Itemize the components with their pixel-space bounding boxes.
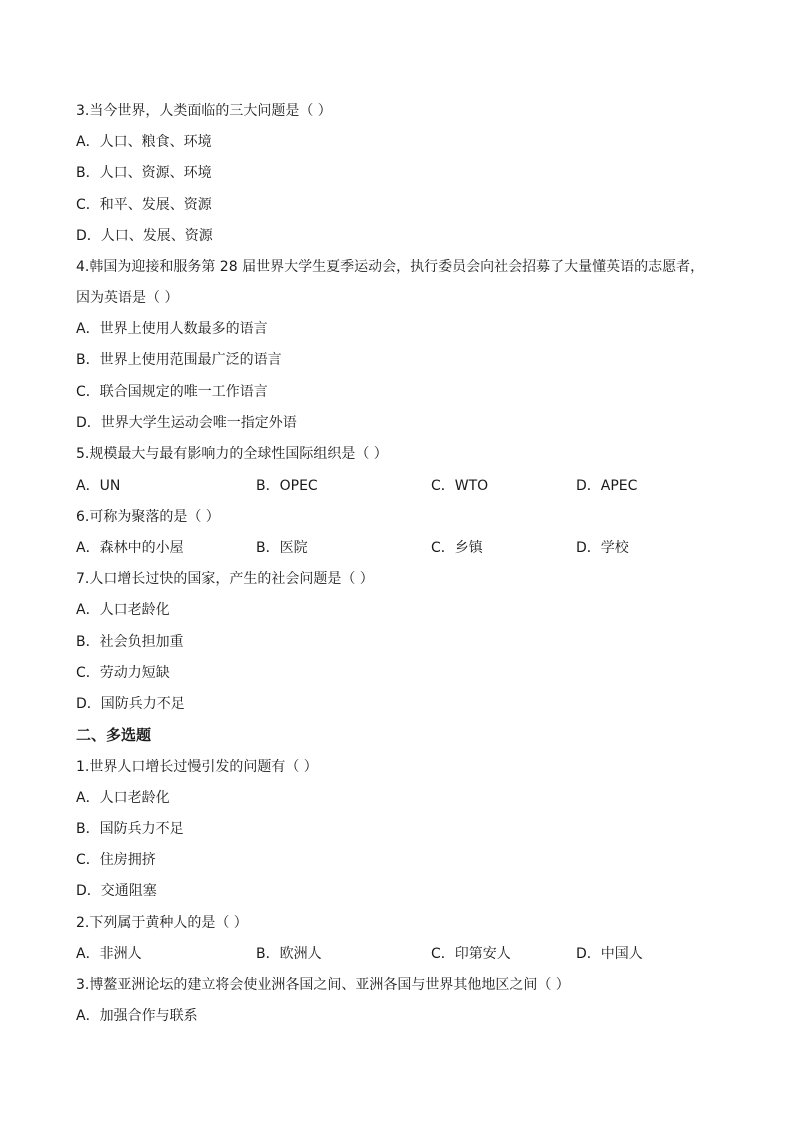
question-6-option-c: C．乡镇 <box>431 540 483 556</box>
multi-question-3-stem: 3.博鳌亚洲论坛的建立将会使业洲各国之间、亚洲各国与世界其他地区之间（ ） <box>76 977 570 993</box>
question-7-option-b: B．社会负担加重 <box>76 634 184 650</box>
multi-question-2-option-c: C．印第安人 <box>431 946 511 962</box>
multi-question-2-option-a: A．非洲人 <box>76 946 142 962</box>
multi-question-2-stem: 2.下列属于黄种人的是（ ） <box>76 915 248 931</box>
question-6-option-d: D．学校 <box>576 540 629 556</box>
question-6-options <box>76 538 756 558</box>
question-5-option-b: B．OPEC <box>256 478 318 494</box>
multi-question-1-option-c: C．住房拥挤 <box>76 852 156 868</box>
multi-question-2-option-b: B．欧洲人 <box>256 946 322 962</box>
question-6-option-a: A．森林中的小屋 <box>76 540 184 556</box>
multi-question-1-option-a: A．人口老龄化 <box>76 790 170 806</box>
question-3-option-c: C．和平、发展、资源 <box>76 197 212 213</box>
multi-question-2-option-d: D．中国人 <box>576 946 643 962</box>
question-7-option-c: C．劳动力短缺 <box>76 665 170 681</box>
question-4-option-d: D．世界大学生运动会唯一指定外语 <box>76 415 297 431</box>
question-3-option-a: A．人口、粮食、环境 <box>76 134 212 150</box>
question-5-option-d: D．APEC <box>576 478 638 494</box>
multi-question-1-option-d: D．交通阻塞 <box>76 883 157 899</box>
question-3-option-b: B．人口、资源、环境 <box>76 165 212 181</box>
question-4-option-a: A．世界上使用人数最多的语言 <box>76 321 268 337</box>
question-5-options <box>76 476 756 496</box>
multi-question-3-option-a: A．加强合作与联系 <box>76 1008 198 1024</box>
question-7-option-a: A．人口老龄化 <box>76 602 170 618</box>
question-6-stem: 6.可称为聚落的是（ ） <box>76 509 220 525</box>
multi-question-2-options <box>76 944 756 964</box>
multi-question-1-option-b: B．国防兵力不足 <box>76 821 184 837</box>
question-5-option-a: A．UN <box>76 478 121 494</box>
question-4-option-c: C．联合国规定的唯一工作语言 <box>76 384 268 400</box>
question-4-option-b: B．世界上使用范围最广泛的语言 <box>76 352 282 368</box>
multi-question-1-stem: 1.世界人口增长过慢引发的问题有（ ） <box>76 759 318 775</box>
question-4-stem-line-1: 4.韩国为迎接和服务第 28 届世界大学生夏季运动会，执行委员会向社会招募了大量懂英语的志愿者， <box>76 259 705 275</box>
question-7-stem: 7.人口增长过快的国家，产生的社会问题是（ ） <box>76 571 374 587</box>
question-6-option-b: B．医院 <box>256 540 308 556</box>
question-4-stem-line-2: 因为英语是（ ） <box>76 290 179 306</box>
question-3-stem: 3.当今世界，人类面临的三大问题是（ ） <box>76 103 332 119</box>
question-5-option-c: C．WTO <box>431 478 489 494</box>
question-7-option-d: D．国防兵力不足 <box>76 696 185 712</box>
question-5-stem: 5.规模最大与最有影响力的全球性国际组织是（ ） <box>76 446 388 462</box>
question-3-option-d: D．人口、发展、资源 <box>76 228 213 244</box>
section-heading-multiple-choice: 二、多选题 <box>76 726 152 744</box>
